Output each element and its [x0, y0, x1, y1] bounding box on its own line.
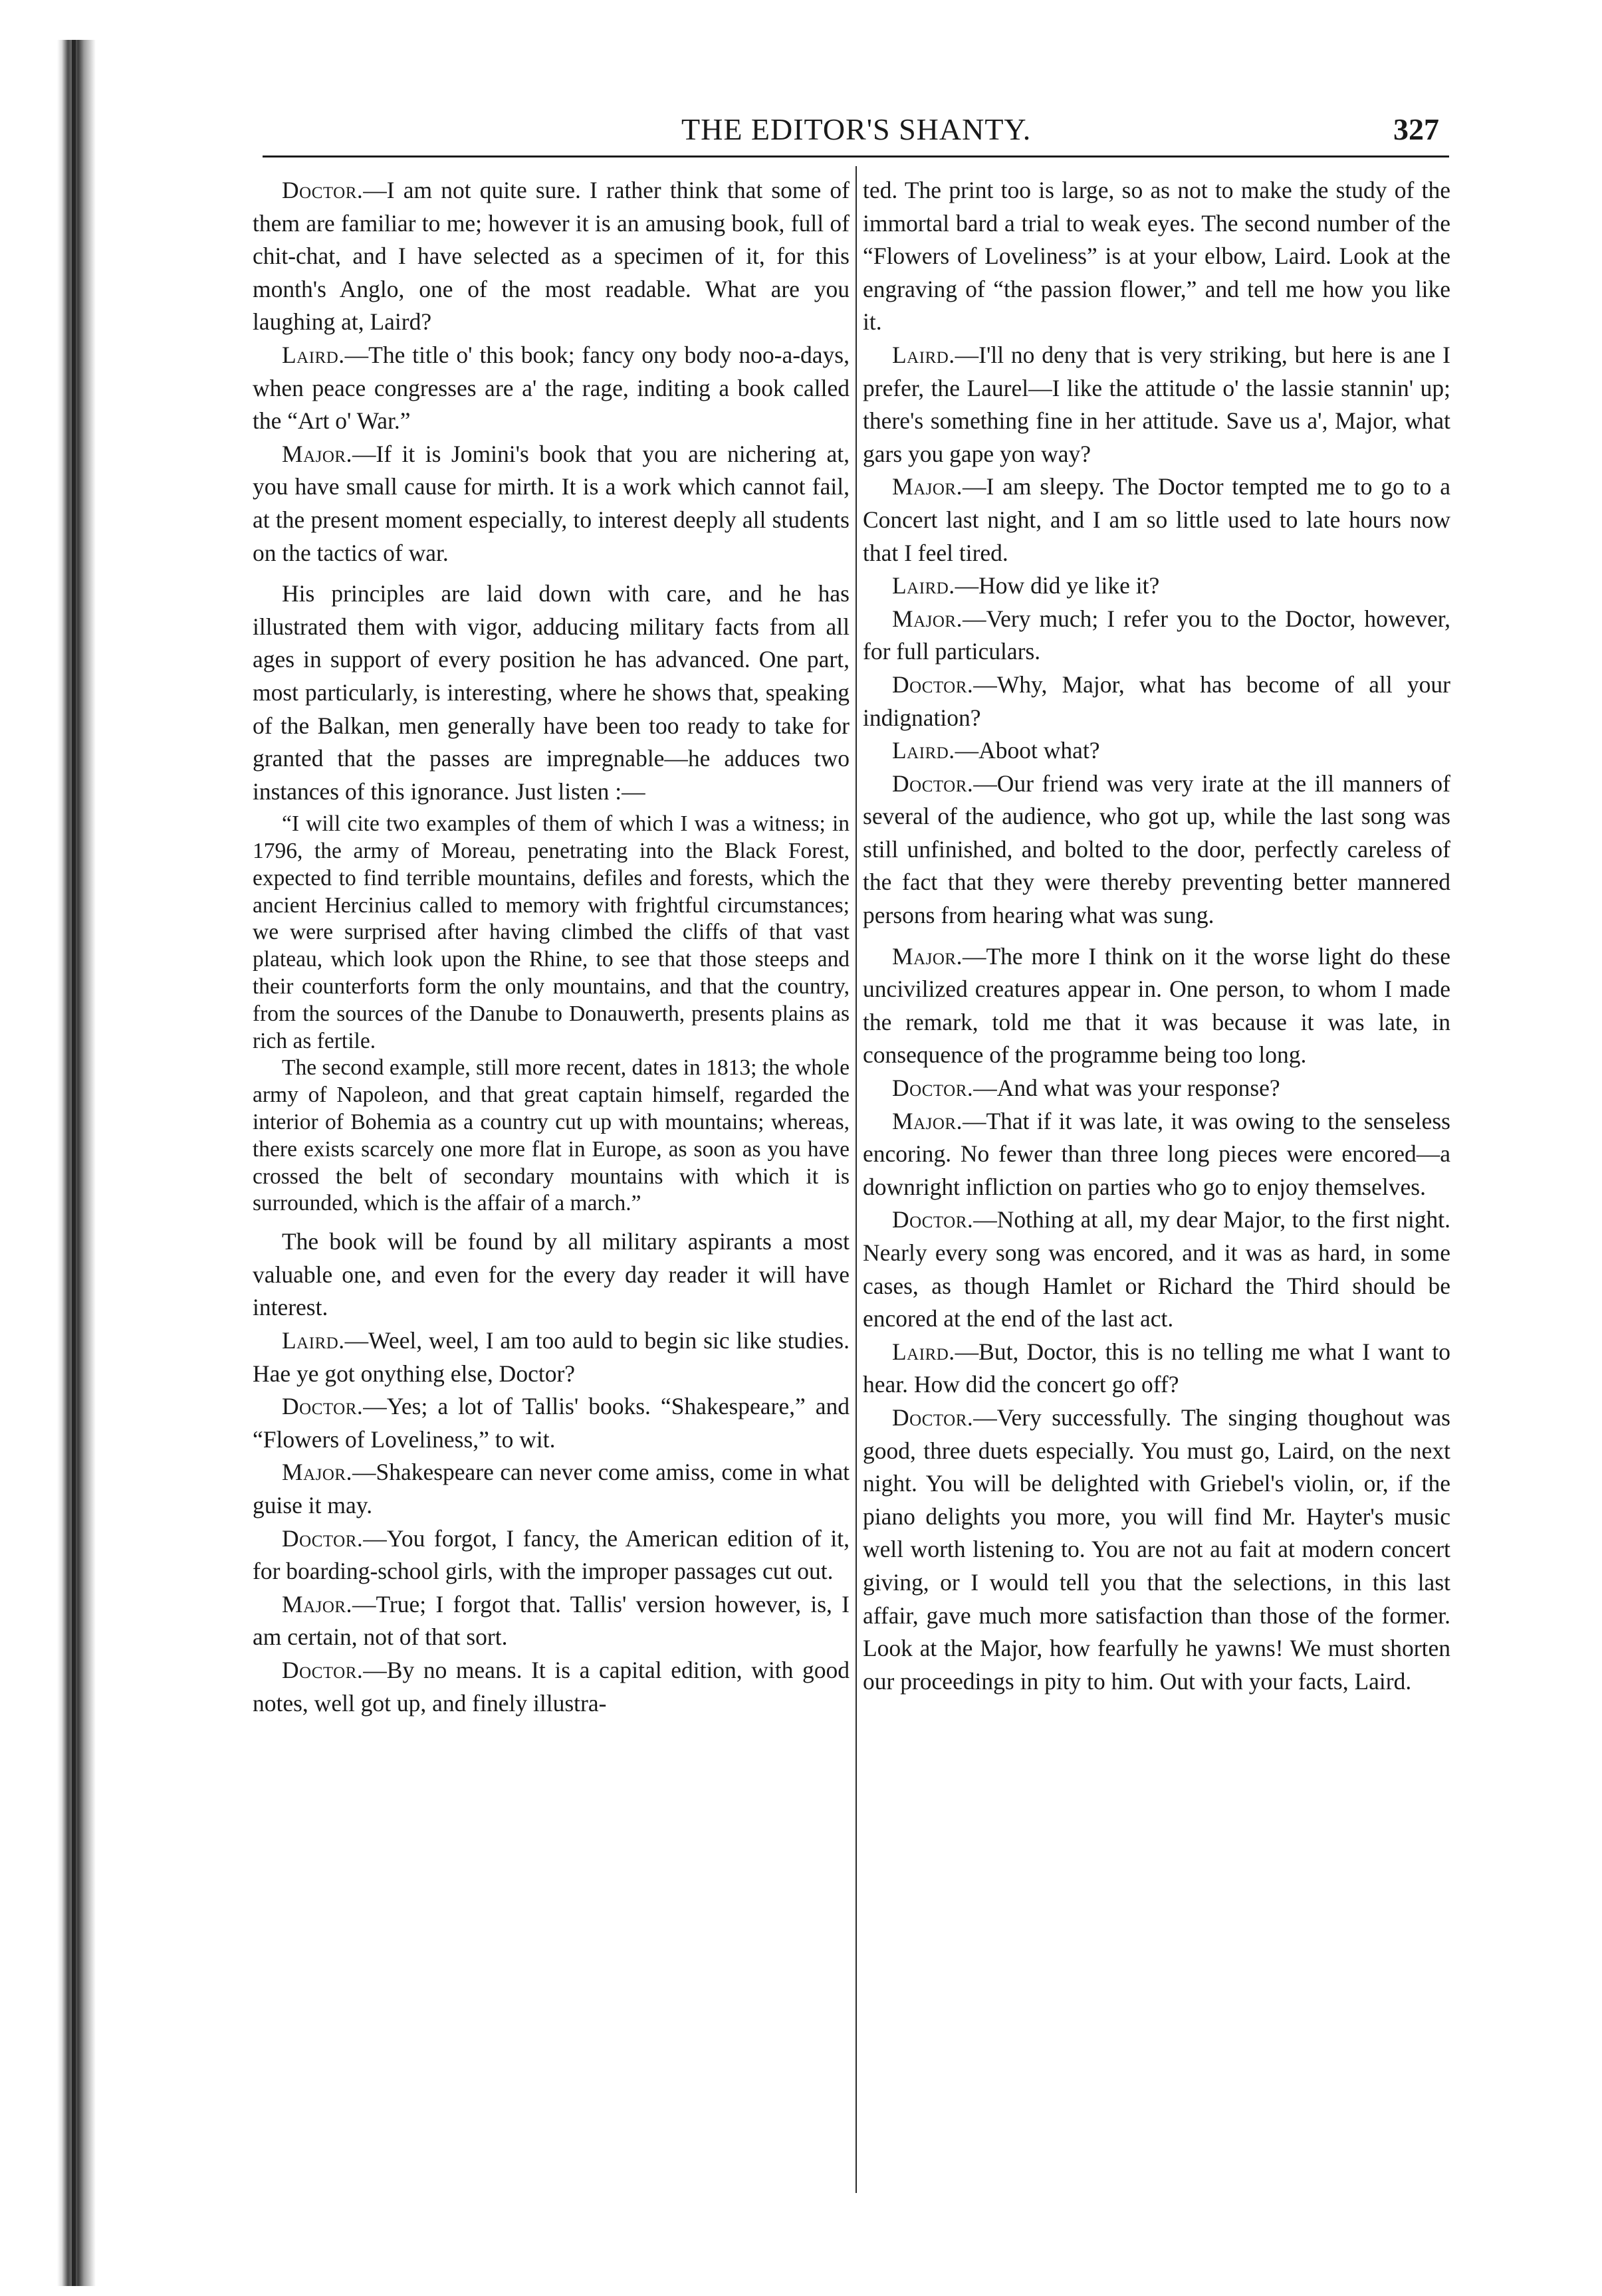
paragraph-text: —But, Doctor, this is no telling me what I want to hear. How did the concert go off? [863, 1338, 1450, 1398]
paragraph-text: —Weel, weel, I am too auld to begin sic like studies. Hae ye got onything else, Doctor? [253, 1327, 850, 1387]
paragraph-text: —True; I forgot that. Tallis' version however, is, I am certain, not of that sort. [253, 1590, 850, 1651]
running-title: THE EDITOR'S SHANTY. [681, 112, 1032, 146]
paragraph [863, 603, 1450, 669]
speaker-name: Doctor. [892, 770, 974, 797]
column-divider [856, 166, 857, 2193]
paragraph [253, 1456, 850, 1522]
right-column [863, 174, 1450, 1698]
speaker-name: Doctor. [282, 1393, 364, 1420]
speaker-name: Laird. [282, 341, 345, 368]
speaker-name: Major. [282, 1590, 352, 1618]
speaker-name: Doctor. [892, 671, 974, 698]
paragraph-text: ted. The print too is large, so as not to make the study of the immortal bard a trial to weak eyes. The second number of the “Flowers of Loveliness” is at your elbow, Laird. Look at the engraving of “the passion flower,” and tell me how you like it. [863, 177, 1450, 336]
header-rule [263, 156, 1449, 157]
paragraph-text: —Aboot what? [955, 737, 1100, 764]
paragraph-text: —By no means. It is a capital edition, with good notes, well got up, and finely illustra- [253, 1656, 850, 1717]
speaker-name: Laird. [892, 737, 955, 764]
page-number: 327 [1393, 112, 1439, 146]
paragraph [253, 1522, 850, 1588]
paragraph-text: —I am not quite sure. I rather think that some of them are familiar to me; however it is an amusing book, full of chit-chat, and I have selected as a specimen of it, for this month's Anglo, one of the most readable. What are you laughing at, Laird? [253, 177, 850, 336]
speaker-name: Doctor. [892, 1075, 974, 1102]
paragraph-text: —Our friend was very irate at the ill manners of several of the audience, who got up, while the last song was still unfinished, and bolted to the door, perfectly careless of the fact that they were thereby preventing better mannered persons from hearing what was sung. [863, 770, 1450, 929]
speaker-name: Laird. [892, 1338, 955, 1365]
speaker-name: Doctor. [282, 177, 364, 203]
paragraph [863, 1203, 1450, 1335]
paragraph-text: —Very much; I refer you to the Doctor, however, for full particulars. [863, 605, 1450, 665]
paragraph [863, 1072, 1450, 1105]
paragraph [863, 570, 1450, 603]
speaker-name: Major. [282, 440, 352, 467]
paragraph [863, 940, 1450, 1072]
paragraph [863, 174, 1450, 339]
paragraph [863, 669, 1450, 734]
speaker-name: Laird. [282, 1327, 345, 1354]
paragraph-text: —I am sleepy. The Doctor tempted me to go to a Concert last night, and I am so little used to late hours now that I feel tired. [863, 473, 1450, 566]
paragraph-text: —Yes; a lot of Tallis' books. “Shakespeare,” and “Flowers of Loveliness,” to wit. [253, 1393, 850, 1453]
paragraph-text: —Very successfully. The singing thoughout was good, three duets especially. You must go, Laird, on the next night. You will be delighted with Griebel's violin, or, if the piano delights you more, you will find Mr. Hayter's music well worth listening to. You are not au fait at modern concert giving, or I would tell you that the selections, in this last affair, gave much more satisfaction than those of the former. Look at the Major, how fearfully he yawns! We must shorten our proceedings in pity to him. Out with your facts, Laird. [863, 1404, 1450, 1695]
speaker-name: Major. [892, 942, 963, 970]
paragraph [863, 734, 1450, 768]
paragraph [863, 1105, 1450, 1204]
speaker-name: Doctor. [892, 1206, 974, 1233]
speaker-name: Laird. [892, 341, 955, 368]
speaker-name: Doctor. [892, 1404, 974, 1431]
left-column [253, 174, 850, 1720]
paragraph-text: —That if it was late, it was owing to the senseless encoring. No fewer than three long pieces were encored—a downright infliction on parties who go to enjoy themselves. [863, 1107, 1450, 1200]
paragraph [253, 1588, 850, 1654]
paragraph [863, 470, 1450, 570]
paragraph [253, 1390, 850, 1456]
paragraph [253, 577, 850, 808]
paragraph [253, 1324, 850, 1390]
speaker-name: Major. [282, 1459, 352, 1486]
paragraph [863, 1336, 1450, 1402]
speaker-name: Major. [892, 473, 963, 500]
paragraph-text: The book will be found by all military aspirants a most valuable one, and even for the every day reader it will have interest. [253, 1228, 850, 1321]
paragraph-text: —Why, Major, what has become of all your indignation? [863, 671, 1450, 731]
block-quote: The second example, still more recent, dates in 1813; the whole army of Napoleon, and that great captain himself, regarded the interior of Bohemia as a country cut up with mountains; whereas, there exists scarcely one more flat in Europe, as soon as you have crossed the belt of secondary mountains with which it is surrounded, which is the affair of a march.” [253, 1055, 850, 1216]
paragraph-text: —I'll no deny that is very striking, but here is ane I prefer, the Laurel—I like the attitude o' the lassie stannin' up; there's something fine in her attitude. Save us a', Major, what gars you gape yon way? [863, 341, 1450, 467]
speaker-name: Major. [892, 605, 963, 632]
paragraph [863, 1402, 1450, 1698]
paragraph-text: —The more I think on it the worse light do these uncivilized creatures appear in. One person, to whom I made the remark, told me that it was because it was late, in consequence of the programme being too long. [863, 942, 1450, 1069]
paragraph-text: —The title o' this book; fancy ony body noo-a-days, when peace congresses are a' the rage, inditing a book called the “Art o' War.” [253, 341, 850, 435]
paragraph [863, 339, 1450, 470]
paragraph-text: —How did ye like it? [955, 572, 1160, 599]
paragraph [253, 1225, 850, 1324]
page-header [263, 112, 1452, 158]
paragraph [863, 768, 1450, 932]
paragraph-text: —Shakespeare can never come amiss, come in what guise it may. [253, 1459, 850, 1518]
block-quote: “I will cite two examples of them of which I was a witness; in 1796, the army of Moreau, penetrating into the Black Forest, expected to find terrible mountains, defiles and forests, which the ancient Hercinius called to memory with frightful circumstances; we were surprised after having climbed the cliffs of that vast plateau, which look upon the Rhine, to see that those steeps and their counterforts form the only mountains, and that the country, from the sources of the Danube to Donauwerth, presents plains as rich as fertile. [253, 811, 850, 1053]
paragraph-text: —If it is Jomini's book that you are nichering at, you have small cause for mirth. It is a work which cannot fail, at the present moment especially, to interest deeply all students on the tactics of war. [253, 440, 850, 566]
speaker-name: Doctor. [282, 1656, 364, 1683]
speaker-name: Major. [892, 1107, 963, 1134]
paragraph-text: —You forgot, I fancy, the American edition of it, for boarding-school girls, with the improper passages cut out. [253, 1524, 850, 1585]
speaker-name: Doctor. [282, 1524, 364, 1552]
paragraph [253, 438, 850, 570]
paragraph-text: —Nothing at all, my dear Major, to the first night. Nearly every song was encored, and it was as hard, in some cases, as though Hamlet or Richard the Third should be encored at the end of the last act. [863, 1206, 1450, 1332]
paragraph [253, 339, 850, 438]
paragraph [253, 1654, 850, 1720]
speaker-name: Laird. [892, 572, 955, 599]
paragraph-text: His principles are laid down with care, and he has illustrated them with vigor, adducing military facts from all ages in support of every position he has advanced. One part, most particularly, is interesting, where he shows that, speaking of the Balkan, men generally have been too ready to take for granted that the passes are impregnable—he adduces two instances of this ignorance. Just listen :— [253, 580, 850, 805]
binding-edge [57, 40, 96, 2286]
paragraph-text: —And what was your response? [973, 1075, 1280, 1102]
paragraph [253, 174, 850, 339]
